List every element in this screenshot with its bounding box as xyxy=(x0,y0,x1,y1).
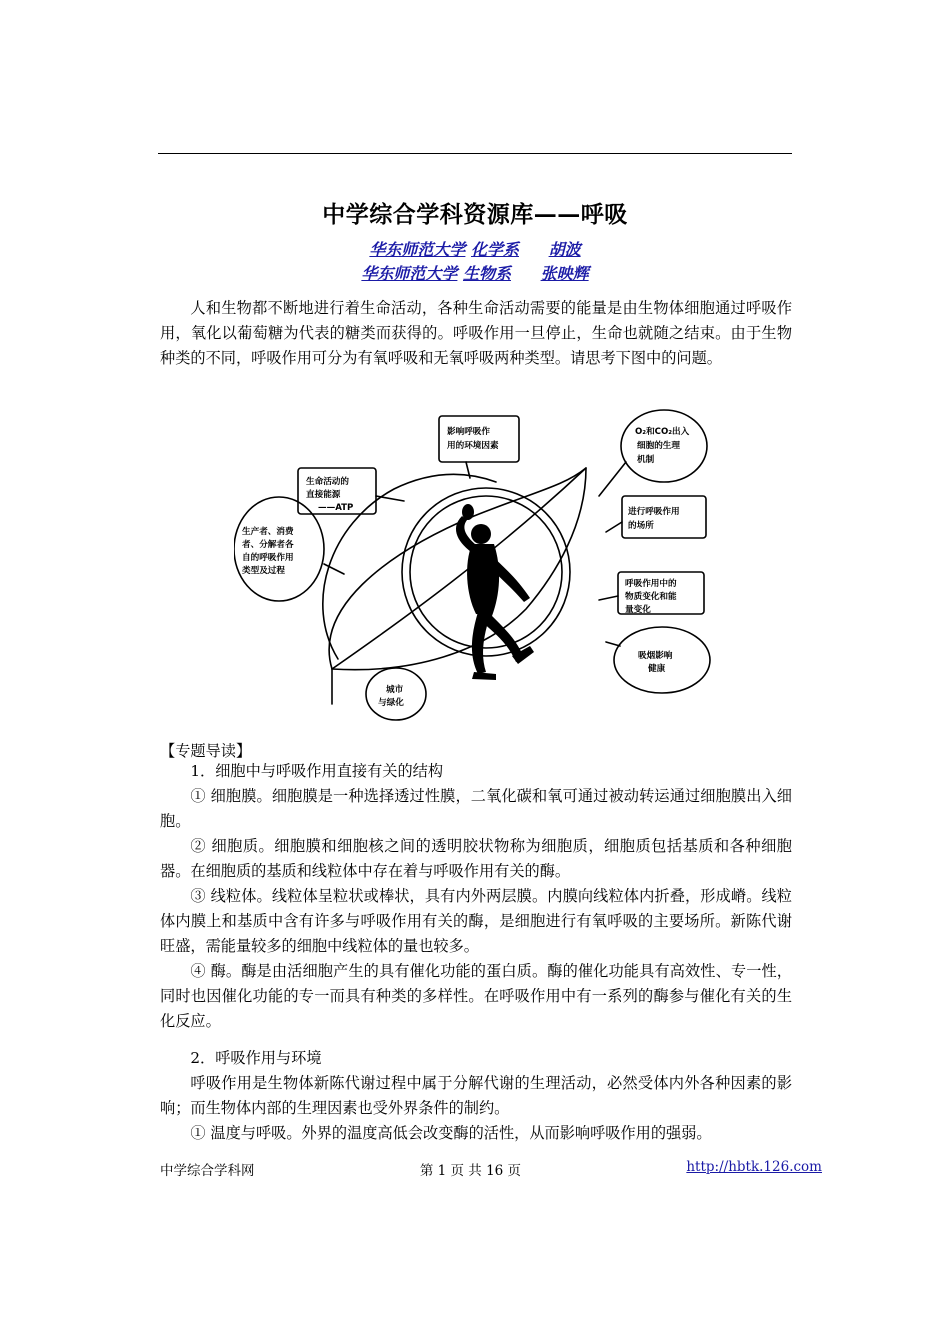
author-university-link[interactable]: 华东师范大学 xyxy=(361,264,458,283)
section-1-item: ③ 线粒体。线粒体呈粒状或棒状，具有内外两层膜。内膜向线粒体内折叠，形成嵴。线粒体内膜上和基质中含有许多与呼吸作用有关的酶，是细胞进行有氧呼吸的主要场所。新陈代谢旺盛，需能量较多的细胞中线粒体的量也较多。 xyxy=(160,887,792,955)
header-rule xyxy=(158,153,792,154)
bubble-city-line1: 城市 xyxy=(386,685,404,695)
intro-block xyxy=(160,296,792,371)
author-name-link[interactable]: 胡波 xyxy=(548,240,581,259)
intro-paragraph: 人和生物都不断地进行着生命活动，各种生命活动需要的能量是由生物体细胞通过呼吸作用，氧化以葡萄糖为代表的糖类而获得的。呼吸作用一旦停止，生命也就随之结束。由于生物种类的不同，呼吸作用可分为有氧呼吸和无氧呼吸两种类型。请思考下图中的问题。 xyxy=(160,299,792,367)
section-2-item: ① 温度与呼吸。外界的温度高低会改变酶的活性，从而影响呼吸作用的强弱。 xyxy=(190,1124,712,1142)
author-university-link[interactable]: 华东师范大学 xyxy=(369,240,466,259)
bubble-site-line2: 的场所 xyxy=(628,521,654,531)
bubble-atp-line2: 直接能源 xyxy=(306,490,341,500)
bubble-o2co2-line1: O₂和CO₂出入 xyxy=(635,427,690,437)
bubble-o2co2-line2: 细胞的生理 xyxy=(637,441,680,451)
bubble-o2co2-line3: 机制 xyxy=(637,455,655,465)
bubble-material-line1: 呼吸作用中的 xyxy=(625,579,677,589)
author-name-link[interactable]: 张映辉 xyxy=(540,264,589,283)
section-1-heading: 1．细胞中与呼吸作用直接有关的结构 xyxy=(190,762,444,780)
section-1-item: ② 细胞质。细胞膜和细胞核之间的透明胶状物称为细胞质，细胞质包括基质和各种细胞器。在细胞质的基质和线粒体中存在着与呼吸作用有关的酶。 xyxy=(160,837,792,880)
section-2-heading: 2．呼吸作用与环境 xyxy=(190,1049,322,1067)
section-1-item: ④ 酶。酶是由活细胞产生的具有催化功能的蛋白质。酶的催化功能具有高效性、专一性，同时也因催化功能的专一而具有种类的多样性。在呼吸作用中有一系列的酶参与催化有关的生化反应。 xyxy=(160,962,792,1030)
respiration-mind-map-figure xyxy=(234,404,714,726)
bubble-environment-line2: 用的环境因素 xyxy=(447,441,499,451)
bubble-material-line3: 量变化 xyxy=(625,605,651,615)
bubble-atp-line1: 生命活动的 xyxy=(306,477,349,487)
bubble-environment-line1: 影响呼吸作 xyxy=(447,427,490,437)
section-2 xyxy=(160,1046,792,1146)
section-1 xyxy=(160,759,792,1034)
section-1-item: ① 细胞膜。细胞膜是一种选择透过性膜，二氧化碳和氧可通过被动转运通过细胞膜出入细胞。 xyxy=(160,787,792,830)
bubble-material-line2: 物质变化和能 xyxy=(625,592,677,602)
footer-url-link[interactable]: http://hbtk.126.com xyxy=(686,1159,822,1175)
bubble-producers-line2: 者、分解者各 xyxy=(242,540,294,550)
bubble-site-line1: 进行呼吸作用 xyxy=(628,507,680,517)
bubble-producers-line3: 自的呼吸作用 xyxy=(242,553,294,563)
footer-site-name: 中学综合学科网 xyxy=(160,1163,255,1179)
page-title: 中学综合学科资源库——呼吸 xyxy=(322,201,628,228)
author-department-link[interactable]: 生物系 xyxy=(462,264,511,283)
bubble-producers-line1: 生产者、消费 xyxy=(242,527,294,537)
bubble-smoking-line2: 健康 xyxy=(648,664,666,674)
author-line-2 xyxy=(158,261,792,284)
section-2-paragraph: 呼吸作用是生物体新陈代谢过程中属于分解代谢的生理活动，必然受体内外各种因素的影响；而生物体内部的生理因素也受外界条件的制约。 xyxy=(160,1074,792,1117)
leaf-outline xyxy=(329,468,586,670)
author-department-link[interactable]: 化学系 xyxy=(470,240,519,259)
footer-page-number: 第 1 页 共 16 页 xyxy=(419,1163,522,1179)
bubble-smoking-line1: 吸烟影响 xyxy=(638,651,673,661)
bubble-site xyxy=(622,496,706,538)
leaf-midrib xyxy=(332,468,586,669)
bubble-producers-line4: 类型及过程 xyxy=(242,566,285,576)
bubble-environment xyxy=(439,416,519,462)
lead-heading: 【专题导读】 xyxy=(160,742,252,760)
page-footer xyxy=(160,1159,822,1179)
bubble-city-line2: 与绿化 xyxy=(378,698,404,708)
bubble-atp-line3: ——ATP xyxy=(318,503,354,513)
author-line-1 xyxy=(158,237,792,260)
